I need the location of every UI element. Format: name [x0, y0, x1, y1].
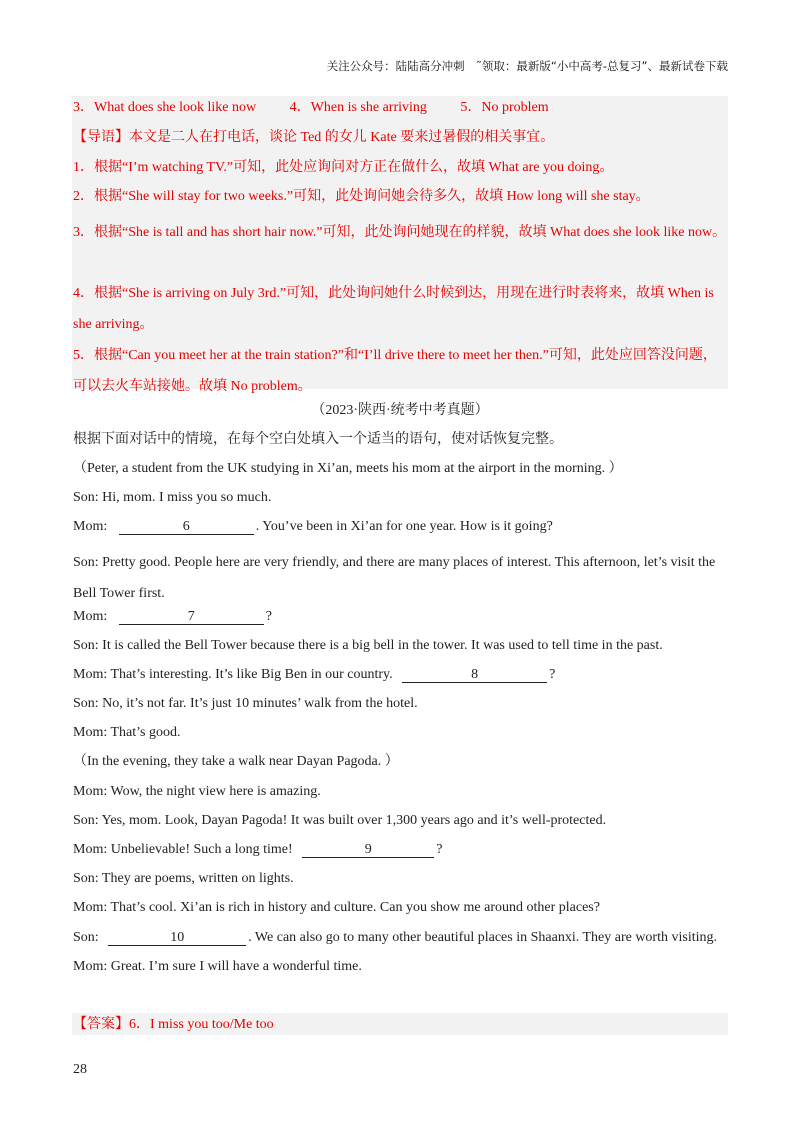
dialogue-line-14 — [73, 929, 717, 947]
dialogue-text: . We can also go to many other beautiful places in Shaanxi. They are worth visiting. — [248, 930, 717, 945]
dialogue-line-9: Mom: Wow, the night view here is amazing. — [73, 784, 321, 799]
dialogue-line-2 — [73, 518, 553, 536]
scene-1: （Peter, a student from the UK studying in Xi’an, meets his mom at the airport in the morning. ） — [73, 461, 623, 476]
speaker-text: Mom: — [73, 519, 108, 534]
dialogue-line-3: Son: Pretty good. People here are very friendly, and there are many places of interest. This afternoon, let’s visit the Bell Tower first. — [73, 555, 716, 601]
dialogue-text: Mom: Unbelievable! Such a long time! — [73, 842, 293, 857]
explanation-2: 2．根据“She will stay for two weeks.”可知，此处询问她会待多久，故填 How long will she stay。 — [73, 189, 650, 204]
dialogue-text: ? — [436, 842, 443, 857]
dialogue-text: . You’ve been in Xi’an for one year. How is it going? — [255, 519, 553, 534]
blank-10[interactable]: 10 — [108, 930, 246, 946]
dialogue-line-4 — [73, 608, 272, 626]
guide-line — [73, 129, 554, 147]
dialogue-line-10: Son: Yes, mom. Look, Dayan Pagoda! It was built over 1,300 years ago and it’s well-protected. — [73, 813, 607, 828]
dialogue-line-5: Son: It is called the Bell Tower because there is a big bell in the tower. It was used to tell time in the past. — [73, 638, 663, 653]
dialogue-line-11 — [73, 841, 442, 859]
dialogue-line-12: Son: They are poems, written on lights. — [73, 871, 294, 886]
explanation-1: 1．根据“I’m watching TV.”可知，此处应询问对方正在做什么，故填 What are you doing。 — [73, 160, 614, 175]
page-header: 关注公众号：陆陆高分冲刺 ˜领取：最新版“小中高考-总复习”、最新试卷下载 — [326, 59, 728, 73]
instruction: 根据下面对话中的情境，在每个空白处填入一个适当的语句，使对话恢复完整。 — [73, 432, 563, 447]
dialogue-text: ? — [265, 609, 272, 624]
blank-8[interactable]: 8 — [402, 667, 547, 683]
speaker-text: Son: — [73, 930, 99, 945]
answer-6: 6．I miss you too/Me too — [129, 1017, 274, 1032]
answer-tag: 【答案】 — [73, 1017, 129, 1032]
guide-text: 本文是二人在打电话，谈论 Ted 的女儿 Kate 要来过暑假的相关事宜。 — [129, 130, 555, 145]
dialogue-line-7: Son: No, it’s not far. It’s just 10 minutes’ walk from the hotel. — [73, 696, 418, 711]
dialogue-line-1: Son: Hi, mom. I miss you so much. — [73, 490, 272, 505]
explanation-4: 4．根据“She is arriving on July 3rd.”可知，此处询问她什么时候到达，用现在进行时表将来，故填 When is she arriving。 — [73, 286, 714, 332]
explanation-3: 3．根据“She is tall and has short hair now.”可知，此处询问她现在的样貌，故填 What does she look like now。 — [73, 225, 727, 240]
blank-9[interactable]: 9 — [302, 842, 434, 858]
answer-5: 5．No problem — [460, 100, 549, 115]
question-source: （2023·陕西·统考中考真题） — [311, 403, 489, 418]
dialogue-line-6 — [73, 666, 555, 684]
dialogue-line-13: Mom: That’s cool. Xi’an is rich in history and culture. Can you show me around other places? — [73, 900, 600, 915]
speaker-text: Mom: — [73, 609, 108, 624]
blank-7[interactable]: 7 — [119, 609, 264, 625]
dialogue-line-8: Mom: That’s good. — [73, 725, 181, 740]
guide-tag: 【导语】 — [73, 130, 129, 145]
answers-row — [73, 99, 549, 117]
explanation-5: 5．根据“Can you meet her at the train station?”和“I’ll drive there to meet her then.”可知，此处应回答没问题，可以去火车站接她。故填 No problem。 — [73, 348, 717, 394]
page-number: 28 — [73, 1062, 87, 1077]
scene-2: （In the evening, they take a walk near Dayan Pagoda. ） — [73, 754, 399, 769]
answer-line — [73, 1016, 274, 1034]
dialogue-text: Mom: That’s interesting. It’s like Big Ben in our country. — [73, 667, 393, 682]
answer-3: 3．What does she look like now — [73, 100, 257, 115]
dialogue-line-15: Mom: Great. I’m sure I will have a wonderful time. — [73, 959, 362, 974]
answer-4: 4．When is she arriving — [289, 100, 427, 115]
dialogue-text: ? — [549, 667, 556, 682]
blank-6[interactable]: 6 — [119, 519, 254, 535]
